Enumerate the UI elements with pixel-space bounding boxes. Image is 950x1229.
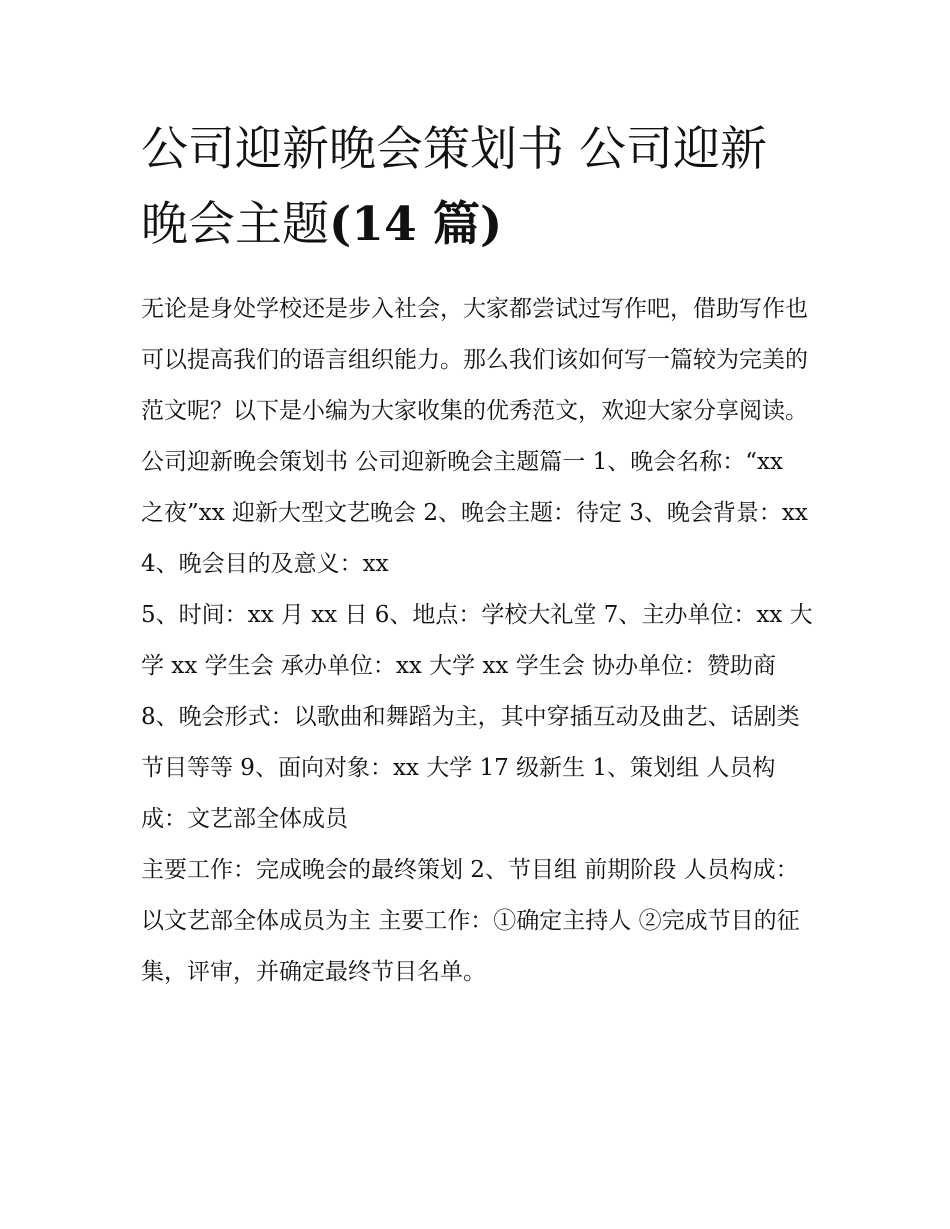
document-title <box>141 112 813 262</box>
paragraph-format: 8、晚会形式：以歌曲和舞蹈为主，其中穿插互动及曲艺、话剧类节目等等 9、面向对象：xx 大学 17 级新生 1、策划组 人员构成：文艺部全体成员 <box>141 704 800 832</box>
document-page <box>141 112 813 998</box>
title-count: (14 篇) <box>329 197 503 252</box>
paragraph-event-name: 公司迎新晚会策划书 公司迎新晚会主题篇一 1、晚会名称：“xx 之夜”xx 迎新大型文艺晚会 2、晚会主题：待定 3、晚会背景：xx 4、晚会目的及意义：xx <box>141 449 808 577</box>
paragraph-work: 主要工作：完成晚会的最终策划 2、节目组 前期阶段 人员构成：以文艺部全体成员为主 主要工作：①确定主持人 ②完成节目的征集，评审，并确定最终节目名单。 <box>141 857 800 985</box>
paragraph-time-place: 5、时间：xx 月 xx 日 6、地点：学校大礼堂 7、主办单位：xx 大学 xx 学生会 承办单位：xx 大学 xx 学生会 协办单位：赞助商 <box>141 602 813 679</box>
paragraph-intro: 无论是身处学校还是步入社会，大家都尝试过写作吧，借助写作也可以提高我们的语言组织能力。那么我们该如何写一篇较为完美的范文呢？以下是小编为大家收集的优秀范文，欢迎大家分享阅读。 <box>141 296 808 424</box>
title-text: 公司迎新晚会策划书 公司迎新晚会主题 <box>141 122 767 252</box>
